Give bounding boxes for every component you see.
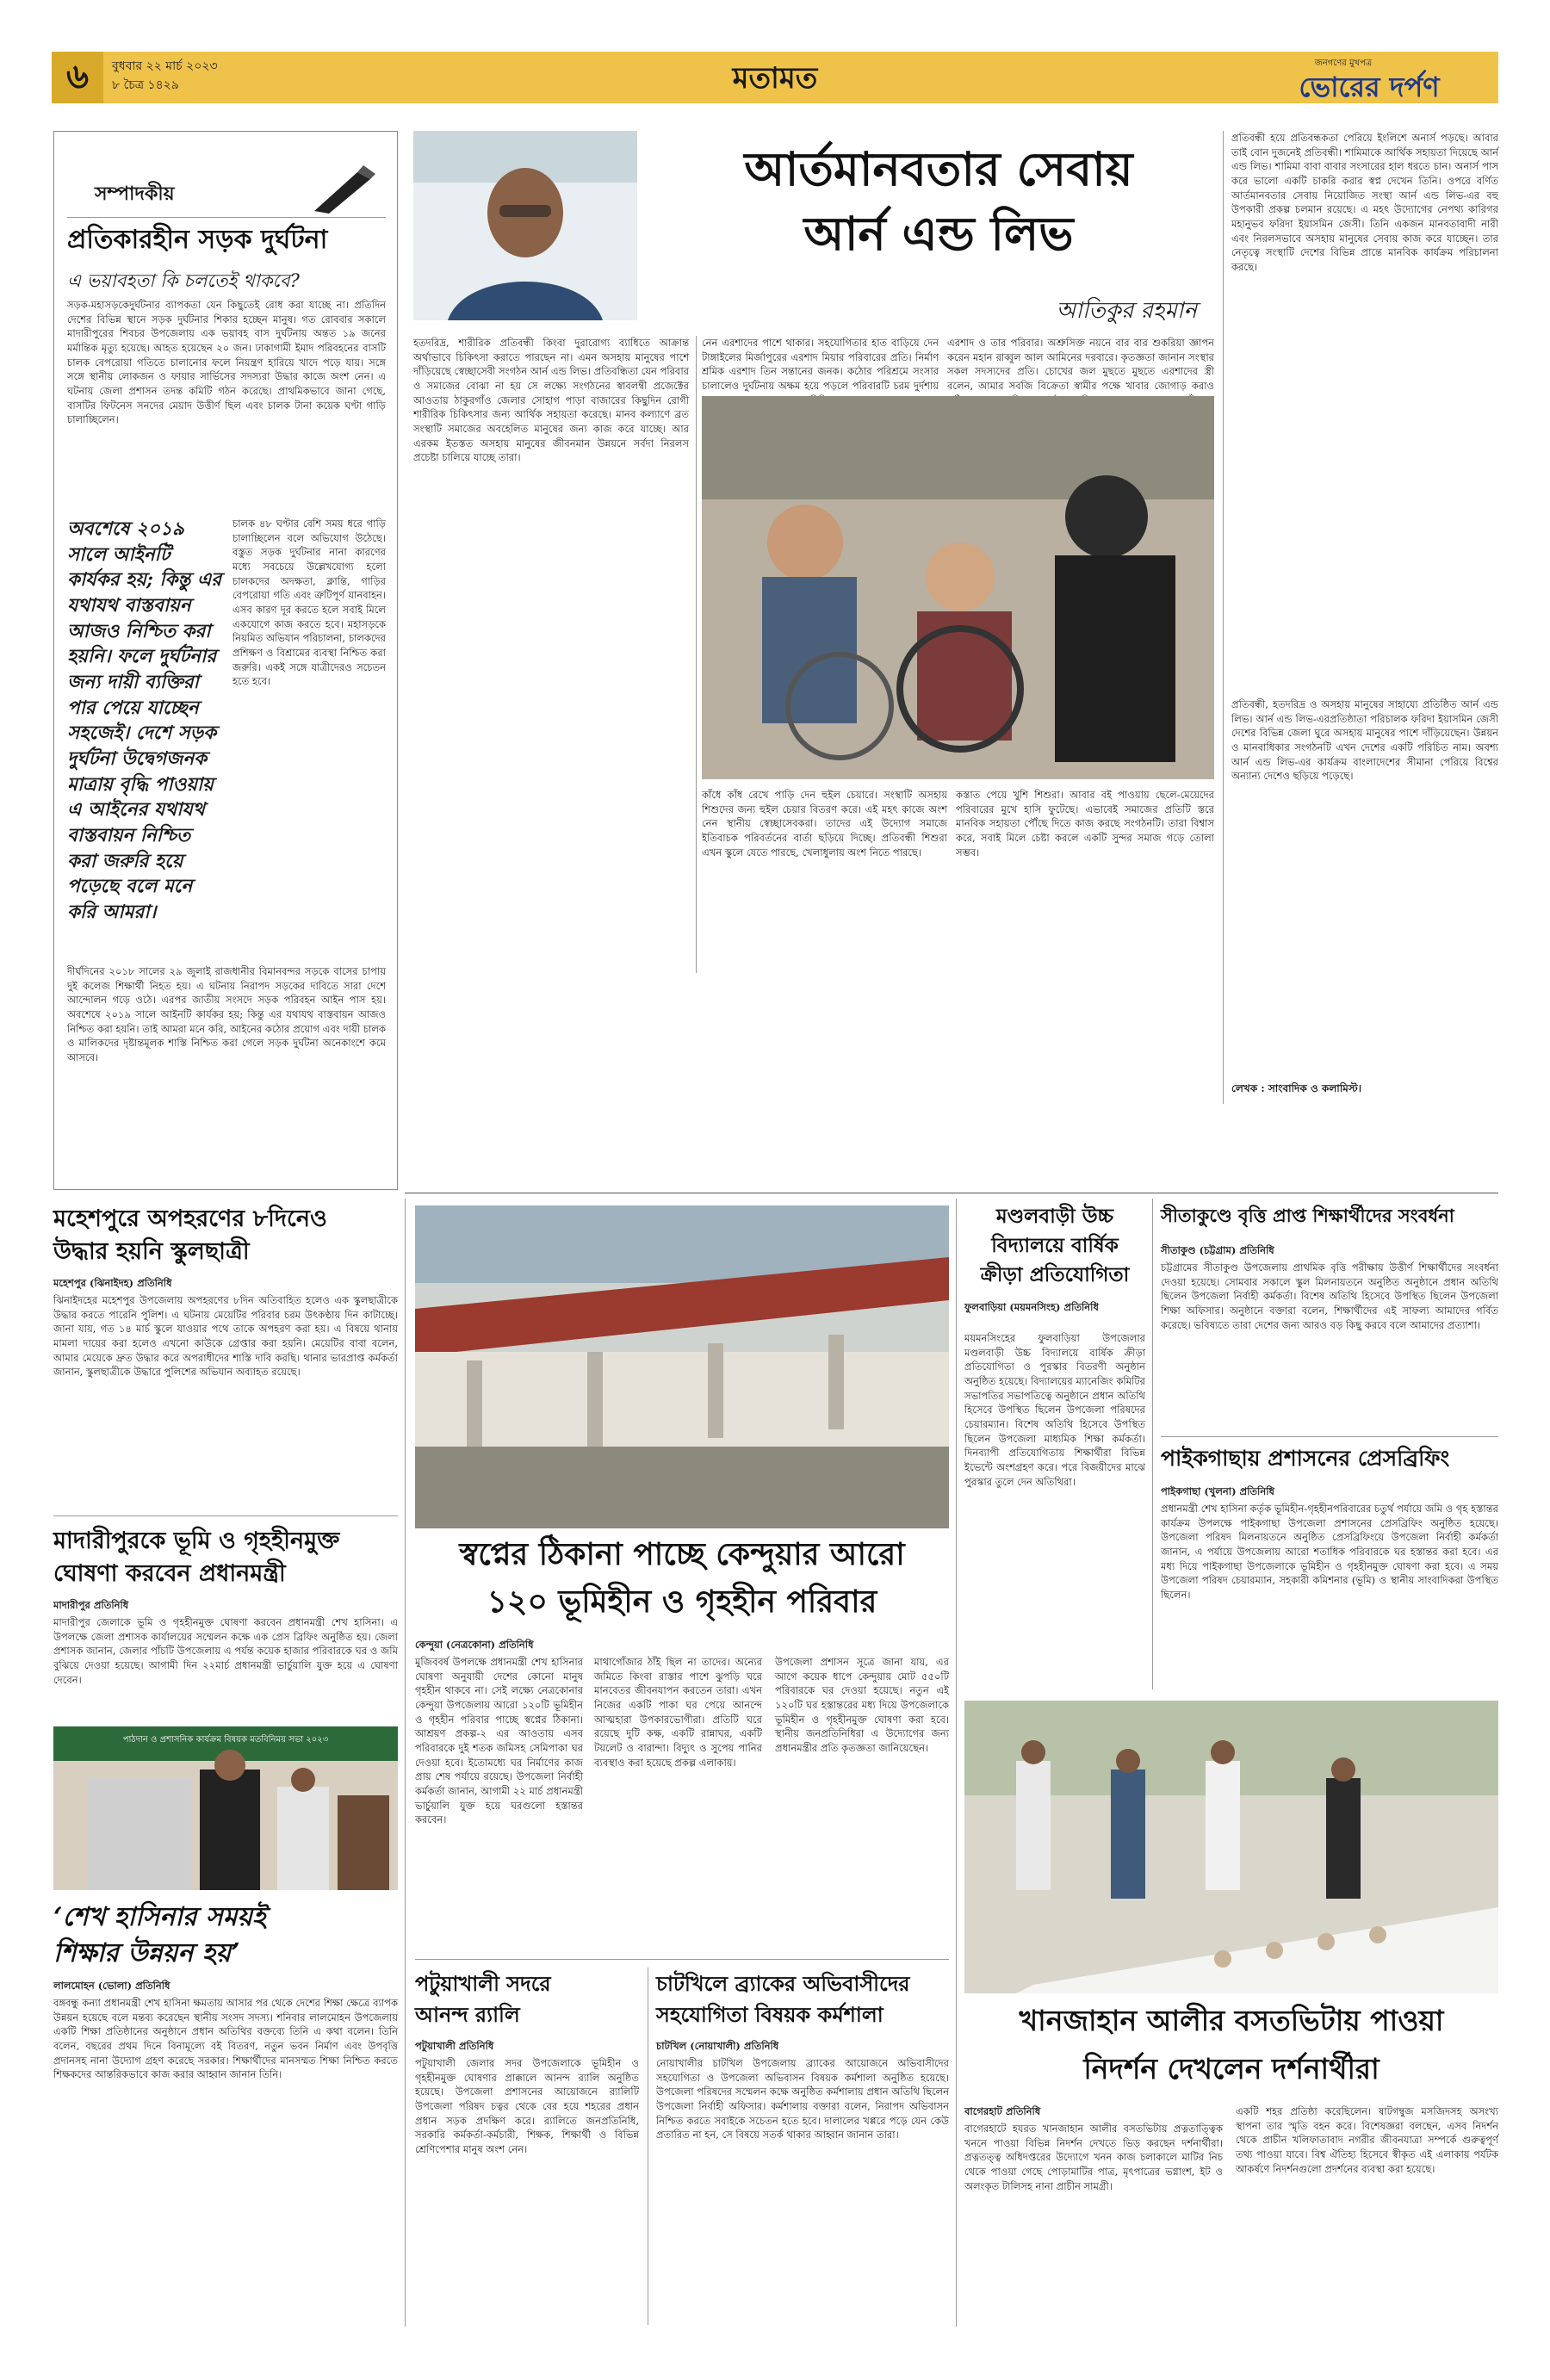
kidnap-headline-2: উদ্ধার হয়নি স্কুলছাত্রী [53,1238,250,1265]
feature-column-5: কস্তাত পেয়ে খুশি শিশুরা। আবার বই পাওয়ায় ছেলে-মেয়েদের পরিবারের মুখে হাসি ফুটেছে। এভাবেই সমাজের প্রতিটি স্তরে মানবিক সহায়তা পৌঁছে দিতে কাজ করছে সংগঠনটি। তারা বিশ্বাস করে, সবাই মিলে চেষ্টা করলে একটি সুন্দর সমাজ গড়ে তোলা সম্ভব। [956,789,1214,858]
madaripur-body: মাদারীপুর জেলাকে ভূমি ও গৃহহীনমুক্ত ঘোষণা করবেন প্রধানমন্ত্রী শেখ হাসিনা। এ উপলক্ষে জেলা প্রশাসক কার্যালয়ের সম্মেলন কক্ষে এক প্রেস ব্রিফিং অনুষ্ঠিত হয়। জেলা প্রশাসক জানান, জেলার পাঁচটি উপজেলায় এ পর্যন্ত কয়েক হাজার পরিবারকে ঘর ও জমি বুঝিয়ে দেওয়া হয়েছে। আগামী দিন ২২মার্চ প্রধানমন্ত্রী ভার্চুয়ালি যুক্ত হয়ে এ ঘোষণা দেবেন। [53,1616,398,1686]
sports-byline: ফুলবাড়িয়া (ময়মনসিংহ) প্রতিনিধি [964,1301,1099,1313]
left-column-divider [405,1199,406,2327]
logo-tagline: জনগণের মুখপত্র [1314,59,1373,68]
khanjahan-headline-1: খানজাহান আলীর বসতভিটায় পাওয়া [1019,2004,1444,2037]
date-gregorian: বুধবার ২২ মার্চ ২০২৩ [112,59,218,73]
madaripur-byline: মাদারীপুর প্রতিনিধি [53,1599,129,1611]
workshop-headline-2: সহযোগিতা বিষয়ক কর্মশালা [656,2002,884,2027]
sports-body: ময়মনসিংহের ফুলবাড়িয়া উপজেলার মণ্ডলবাড়ী উচ্চ বিদ্যালয়ে বার্ষিক ক্রীড়া প্রতিযোগিতা ও পুরস্কার বিতরণী অনুষ্ঠান অনুষ্ঠিত হয়েছে। বিদ্যালয়ের ম্যানেজিং কমিটির সভাপতির সভাপতিত্বে অনুষ্ঠানে প্রধান অতিথি হিসেবে উপস্থিত ছিলেন উপজেলা পরিষদের চেয়ারম্যান। বিশেষ অতিথি হিসেবে উপস্থিত ছিলেন উপজেলা মাধ্যমিক শিক্ষা কর্মকর্তা। দিনব্যাপী প্রতিযোগিতায় শিক্ষার্থীরা বিভিন্ন ইভেন্টে অংশগ্রহণ করে। পরে বিজয়ীদের মাঝে পুরস্কার তুলে দেন অতিথিরা। [964,1332,1145,1488]
khanjahan-body-1: বাগেরহাটে হযরত খানজাহান আলীর বসতভিটায় প্রত্নতাত্ত্বিক খননে পাওয়া বিভিন্ন নিদর্শন দেখতে ভিড় করছেন দর্শনার্থীরা। প্রত্নতত্ত্ব অধিদপ্তরের উদ্যোগে খনন কাজ চলাকালে মাটির নিচ থেকে পাওয়া গেছে পোড়ামাটির পাত্র, মৃৎপাত্রের ভগ্নাংশ, ইট ও অলংকৃত টালিসহ নানা প্রাচীন সামগ্রী। [964,2123,1223,2192]
paikgachha-headline: পাইকগাছায় প্রশাসনের প্রেসব্রিফিং [1161,1446,1450,1471]
feature-column-2: নেন এরশাদের পাশে থাকার। সহযোগিতার হাত বাড়িয়ে দেন টাঙ্গাইলের মির্জাপুরের এরশাদ মিয়ার পরিবারের প্রতি। নির্মাণ শ্রমিক এরশাদ তিন সন্তানের জনক। কঠোর পরিশ্রমে সংসার চালালেও দুর্ঘটনায় অক্ষম হয়ে পড়লে পরিবারটি চরম দুর্দশায় [702,337,939,393]
section-title: মতামত [732,61,818,96]
exhibit-photo [964,1701,1498,1993]
editorial-pullquote: অবশেষে ২০১৯ সালে আইনটি কার্যকর হয়; কিন্তু এর যথাযথ বাস্তবায়ন আজও নিশ্চিত করা হয়নি। ফলে দুর্ঘটনার জন্য দায়ী ব্যক্তিরা পার পেয়ে যাচ্ছেন সহজেই। দেশে সড়ক দুর্ঘটনা উদ্বেগজনক মাত্রায় বৃদ্ধি পাওয়ায় এ আইনের যথাযথ বাস্তবায়ন নিশ্চিত করা জরুরি হয়ে পড়েছে বলে মনে করি আমরা। [67,518,222,923]
sports-divider [1152,1199,1153,1689]
pen-icon [310,164,379,215]
page-number-box [52,52,103,103]
madaripur-headline-1: মাদারীপুরকে ভূমি ও গৃহহীনমুক্ত [53,1528,340,1554]
workshop-headline-1: চাটখিলে ব্র্যাকের অভিবাসীদের [656,1971,910,1996]
kidnap-headline-1: মহেশপুরে অপহরণের ৮দিনেও [53,1205,327,1232]
feature-column-4: কাঁধে কাঁধ রেখে পাড়ি দেন হুইল চেয়ারে। সংস্থাটি অসহায় শিশুদের জন্য হুইল চেয়ার বিতরণ করে। এই মহৎ কাজে অংশ নেন স্থানীয় স্বেচ্ছাসেবকরা। তাদের এই উদ্যোগ সমাজে ইতিবাচক পরিবর্তনের বার্তা ছড়িয়ে দিচ্ছে। প্রতিবন্ধী শিশুরা এখন স্কুলে যেতে পারছে, খেলাধুলায় অংশ নিতে পারছে। [702,789,947,858]
feature-author: আতিকুর রহমান [1056,298,1197,324]
homes-byline: কেন্দুয়া (নেত্রকোনা) প্রতিনিধি [415,1639,534,1651]
homes-headline-2: ১২০ ভূমিহীন ও গৃহহীন পরিবার [487,1584,877,1620]
homes-body-2: মাথাগোঁজার ঠাঁই ছিল না তাদের। অন্যের জমিতে কিংবা রাস্তার পাশে ঝুপড়ি ঘরে মানবেতর জীবনযাপন করতেন তারা। এখন নিজের একটি পাকা ঘর পেয়ে আনন্দে আত্মহারা উপকারভোগীরা। প্রতিটি ঘরে রয়েছে দুটি কক্ষ, একটি রান্নাঘর, একটি টয়লেট ও বারান্দা। বিদ্যুৎ ও সুপেয় পানির ব্যবস্থাও করা হয়েছে প্রকল্প এলাকায়। [594,1656,762,1769]
paikgachha-byline: পাইকগাছা (খুলনা) প্রতিনিধি [1161,1485,1274,1497]
education-byline: লালমোহন (ভোলা) প্রতিনিধি [53,1980,170,1992]
feature-right-column: প্রতিবন্ধী হয়ে প্রতিবন্ধকতা পেরিয়ে ইংলিশে অনার্স পড়ছে। আবার তাই বোন দুজনেই প্রতিবন্ধী। শামিমাকে আর্থিক সহায়তা দিয়েছে আর্ন এন্ড লিভ। শামিমা বাবা বাবার সংসারের হাল ধরতে চান। অনার্স পাস করে ভালো একটি চাকরি করার স্বপ্ন দেখেন তিনি। ওপরে বর্ণিত আর্তমানবতার সেবায় নিয়োজিত সংস্থা আর্ন এন্ড লিভ-এর বহু উপকারী প্রকল্প চলমান রয়েছে। এ মহৎ উদ্যোগের নেপথ্য কারিগর মহানুভব ফরিদা ইয়াসমিন জেসী। তিনি একজন মানবতাবাদী নারী এবং নিরলসভাবে অসহায় মানুষের সেবায় কাজ করে যাচ্ছেন। তার নেতৃত্বে সংস্থাটি দেশের বিভিন্ন প্রান্তে মানবিক কার্যক্রম পরিচালনা করছে। [1231,132,1498,274]
sports-headline-1: মণ্ডলবাড়ী উচ্চ [995,1205,1114,1228]
rally-byline: পটুয়াখালী প্রতিনিধি [415,2040,494,2052]
rally-headline-1: পটুয়াখালী সদরে [415,1971,551,1996]
editorial-rule [67,217,386,218]
stipend-byline: সীতাকুণ্ড (চট্টগ্রাম) প্রতিনিধি [1161,1244,1274,1256]
center-right-divider [956,1199,957,2327]
feature-divider-1 [696,336,697,973]
rally-headline-2: আনন্দ র‌্যালি [415,2002,520,2027]
feature-headline-1: আর্তমানবতার সেবায় [744,141,1133,196]
homes-photo [415,1205,949,1528]
editorial-subhead: এ ভয়াবহতা কি চলতেই থাকবে? [67,270,300,291]
editorial-label: সম্পাদকীয় [95,183,175,205]
feature-column-1: হতদরিদ্র, শারীরিক প্রতিবন্ধী কিংবা দুরারোগ্য ব্যাধিতে আক্রান্ত অর্থাভাবে চিকিৎসা করাতে পারছেন না। এমন অসহায় মানুষের পাশে দাঁড়িয়েছে স্বেচ্ছাসেবী সংগঠন আর্ন এন্ড লিভ। প্রতিবন্ধিতা যেন পরিবার ও সমাজের বোঝা না হয় সে লক্ষ্যে সংগঠনের স্বাবলম্বী প্রজেক্টের আওতায় ঠাকুরগাঁও জেলার সোহাগ পাড়া বাজারের কিছুদিন রোগী শারীরিক চিকিৎসার জন্য আর্থিক সহায়তা করেছে। মানব কল্যাণে ব্রত সংস্থাটি সমাজের অবহেলিত মানুষের জন্য কাজ করে যাচ্ছে। আর এরকম ইতস্তত অসহায় মানুষের জীবনমান উন্নয়নে সর্বদা নিরলস প্রচেষ্টা চালিয়ে যাচ্ছে তারা। [413,337,689,464]
workshop-byline: চাটখিল (নোয়াখালী) প্রতিনিধি [656,2040,779,2052]
homes-headline-1: স্বপ্নের ঠিকানা পাচ্ছে কেন্দুয়ার আরো [459,1536,905,1572]
khanjahan-body-2: একটি শহর প্রতিষ্ঠা করেছিলেন। ষাটগম্বুজ মসজিদসহ অসংখ্য স্থাপনা তার স্মৃতি বহন করে। বিশেষজ্ঞরা বলছেন, এসব নিদর্শন থেকে প্রাচীন খলিফাতাবাদ নগরীর জীবনযাত্রা সম্পর্কে গুরুত্বপূর্ণ তথ্য পাওয়া যাবে। বিশ্ব ঐতিহ্য হিসেবে স্বীকৃত এই এলাকায় পর্যটক আকর্ষণে নিদর্শনগুলো প্রদর্শনের ব্যবস্থা করা হয়েছে। [1236,2105,1498,2175]
homes-body-3: উপজেলা প্রশাসন সূত্রে জানা যায়, এর আগে কয়েক ধাপে কেন্দুয়ায় মোট ৫৫০টি পরিবারকে ঘর দেওয়া হয়েছে। নতুন এই ১২০টি ঘর হস্তান্তরের মধ্য দিয়ে উপজেলাকে ভূমিহীন ও গৃহহীনমুক্ত ঘোষণা করা হবে। স্থানীয় জনপ্রতিনিধিরা এ উদ্যোগের জন্য প্রধানমন্ত্রীর প্রতি কৃতজ্ঞতা জানিয়েছেন। [775,1656,949,1755]
page-number: ৬ [65,56,89,96]
center-rule [415,1959,949,1960]
meeting-photo [53,1726,398,1890]
logo: ভোরের দর্পণ [1299,71,1440,103]
feature-headline-2: আর্ন এন্ড লিভ [803,206,1074,261]
education-headline-1: ‘শেখ হাসিনার সময়ই [53,1902,266,1932]
feature-right-column-2: প্রতিবন্ধী, হতদরিদ্র ও অসহায় মানুষের সাহায্যে প্রতিষ্ঠিত আর্ন এন্ড লিভ। আর্ন এন্ড লিভ-এরপ্রতিষ্ঠাতা পরিচালক ফরিদা ইয়াসমিন জেসী দেশের বিভিন্ন জেলা ঘুরে অসহায় মানুষের পাশে দাঁড়িয়েছেন। উন্নয়ন ও মানবাধিকার সংগঠনটি এখন দেশের একটি পরিচিত নাম। অবশ্য আর্ন এন্ড লিভ-এর কার্যক্রম বাংলাদেশের সীমানা পেরিয়ে বিশ্বের অন্যান্য দেশেও ছড়িয়ে পড়েছে। [1231,698,1498,783]
madaripur-headline-2: ঘোষণা করবেন প্রধানমন্ত্রী [53,1560,286,1587]
children-photo [702,396,1214,779]
feature-divider-right [1223,131,1224,1104]
feature-signature: লেখক : সাংবাদিক ও কলামিস্ট। [1231,1082,1362,1094]
khanjahan-byline: বাগেরহাট প্রতিনিধি [964,2105,1041,2117]
date-bengali: ৮ চৈত্র ১৪২৯ [112,78,179,92]
sports-headline-2: বিদ্যালয়ে বার্ষিক [991,1234,1119,1257]
author-photo [413,131,637,320]
editorial-intro: সড়ক-মহাসড়কেদুর্ঘটনার ব্যাপকতা যেন কিছুতেই রোধ করা যাচ্ছে না। প্রতিদিন দেশের বিভিন্ন স্থানে সড়ক দুর্ঘটনার শিকার হচ্ছেন মানুষ। গত রোববার সকালে মাদারীপুরের শিবচর উপজেলায় এক ভয়াবহ বাস দুর্ঘটনায় অন্তত ১৯ জনের মর্মান্তিক মৃত্যু হয়েছে। আহত হয়েছেন ২০ জন। ঢাকাগামী ইমাদ পরিবহনের বাসটি চালক বেপরোয়া গতিতে চালানোর ফলে নিয়ন্ত্রণ হারিয়ে খাদে পড়ে যায়। সঙ্গে সঙ্গে স্থানীয় লোকজন ও ফায়ার সার্ভিসের সদস্যরা উদ্ধার কাজে অংশ নেন। এ ঘটনায় জেলা প্রশাসন তদন্ত কমিটি গঠন করেছে। প্রাথমিকভাবে জানা গেছে, বাসটির ফিটনেস সনদের মেয়াদ উত্তীর্ণ ছিল এবং চালক টানা কয়েক ঘণ্টা গাড়ি চালাচ্ছিলেন। [67,299,386,426]
khanjahan-headline-2: নিদর্শন দেখলেন দর্শনার্থীরা [1083,2052,1380,2086]
stipend-headline: সীতাকুণ্ডে বৃত্তি প্রাপ্ত শিক্ষার্থীদের সংবর্ধনা [1161,1205,1454,1226]
stipend-rule [1161,1436,1498,1437]
paikgachha-body: প্রধানমন্ত্রী শেখ হাসিনা কর্তৃক ভূমিহীন-গৃহহীনপরিবারের চতুর্থ পর্যায়ে জমি ও গৃহ হস্তান্তর কার্যক্রম উপলক্ষে পাইকগাছা উপজেলা প্রশাসনের প্রেসব্রিফিং অনুষ্ঠিত হয়েছে। উপজেলা পরিষদ মিলনায়তনে অনুষ্ঠিত প্রেসব্রিফিংয়ে উপজেলা নির্বাহী কর্মকর্তা জানান, এ পর্যায়ে উপজেলায় আরো শতাধিক পরিবারকে ঘর হস্তান্তর করা হবে। এর মধ্য দিয়ে পাইকগাছা উপজেলাকে ভূমিহীন ও গৃহহীনমুক্ত ঘোষণা করা হবে। এ সময় উপজেলা পরিষদ চেয়ারম্যান, সহকারী কমিশনার (ভূমি) ও স্থানীয় সাংবাদিকরা উপস্থিত ছিলেন। [1161,1503,1498,1602]
date-block [112,57,336,100]
homes-body-1: মুজিববর্ষ উপলক্ষে প্রধানমন্ত্রী শেখ হাসিনার ঘোষণা অনুযায়ী দেশের কোনো মানুষ গৃহহীন থাকবে না। সেই লক্ষ্যে নেত্রকোনার কেন্দুয়া উপজেলায় আরো ১২০টি ভূমিহীন ও গৃহহীন পরিবার পাচ্ছে স্বপ্নের ঠিকানা। আশ্রয়ণ প্রকল্প-২ এর আওতায় এসব পরিবারকে দুই শতক জমিসহ সেমিপাকা ঘর দেওয়া হবে। ইতোমধ্যে ঘর নির্মাণের কাজ প্রায় শেষ পর্যায়ে রয়েছে। উপজেলা নির্বাহী কর্মকর্তা জানান, আগামী ২২ মার্চ প্রধানমন্ত্রী ভার্চুয়ালি যুক্ত হয়ে ঘরগুলো হস্তান্তর করবেন। [415,1656,583,1826]
meeting-banner: পাঠদান ও প্রশাসনিক কার্যক্রম বিষয়ক মতবিনিময় সভা ২০২৩ [122,1735,329,1745]
feature-column-3: এরশাদ ও তার পরিবার। অশ্রুসিক্ত নয়নে বার বার শুকরিয়া জ্ঞাপন করেন মহান রাব্বুল আল আমিনের দরবারে। কৃতজ্ঞতা জানান সংস্থার সকল সদস্যদের প্রতি। চোখের জল মুছতে মুছতে এরশাদের স্ত্রী বলেন, আমার সবজি বিক্রেতা স্বামীর পক্ষে খাবার জোগাড় করাও [947,337,1214,393]
kidnap-body: ঝিনাইদহের মহেশপুর উপজেলায় অপহরণের ৮দিন অতিবাহিত হলেও এক স্কুলছাত্রীকে উদ্ধার করতে পারেনি পুলিশ। এ ঘটনায় মেয়েটির পরিবার চরম উৎকণ্ঠায় দিন কাটাচ্ছে। জানা যায়, গত ১৪ মার্চ স্কুলে যাওয়ার পথে তাকে অপহরণ করা হয়। এ বিষয়ে থানায় মামলা দায়ের করা হলেও এখনো কাউকে গ্রেপ্তার করা হয়নি। মেয়েটির বাবা বলেন, আমার মেয়েকে দ্রুত উদ্ধার করে অপরাধীদের শাস্তি দাবি করছি। থানার ভারপ্রাপ্ত কর্মকর্তা জানান, স্কুলছাত্রীকে উদ্ধারে পুলিশের অভিযান অব্যাহত রয়েছে। [53,1294,398,1379]
editorial-closing: দীর্ঘদিনের ২০১৮ সালের ২৯ জুলাই রাজধানীর বিমানবন্দর সড়কে বাসের চাপায় দুই কলেজ শিক্ষার্থী নিহত হয়। এ ঘটনায় নিরাপদ সড়কের দাবিতে সারা দেশে আন্দোলন গড়ে ওঠে। এরপর জাতীয় সংসদে সড়ক পরিবহন আইন পাস হয়। অবশেষে ২০১৯ সালে আইনটি কার্যকর হয়; কিন্তু এর যথাযথ বাস্তবায়ন আজও নিশ্চিত করা হয়নি। তাই আমরা মনে করি, আইনের কঠোর প্রয়োগ এবং দায়ী চালক ও মালিকদের দৃষ্টান্তমূলক শাস্তি নিশ্চিত করা গেলে সড়ক দুর্ঘটনা অনেকাংশে কমে আসবে। [67,965,386,1064]
editorial-side-column: চালক ৪৮ ঘণ্টার বেশি সময় ধরে গাড়ি চালাচ্ছিলেন বলে অভিযোগ উঠেছে। বস্তুত সড়ক দুর্ঘটনার নানা কারণের মধ্যে সবচেয়ে উল্লেখযোগ্য হলো চালকদের অদক্ষতা, ক্লান্তি, গাড়ির বেপরোয়া গতি এবং ত্রুটিপূর্ণ যানবাহন। এসব কারণ দূর করতে হলে সবাই মিলে একযোগে কাজ করতে হবে। মহাসড়কে নিয়মিত অভিযান পরিচালনা, চালকদের প্রশিক্ষণ ও বিশ্রামের ব্যবস্থা নিশ্চিত করা জরুরি। একই সঙ্গে যাত্রীদেরও সচেতন হতে হবে। [232,518,386,688]
stipend-body: চট্টগ্রামের সীতাকুণ্ড উপজেলায় প্রাথমিক বৃত্তি পরীক্ষায় উত্তীর্ণ শিক্ষার্থীদের সংবর্ধনা দেওয়া হয়েছে। সোমবার সকালে স্কুল মিলনায়তনে অনুষ্ঠিত অনুষ্ঠানে প্রধান অতিথি ছিলেন উপজেলা নির্বাহী কর্মকর্তা। বিশেষ অতিথি হিসেবে উপস্থিত ছিলেন উপজেলা শিক্ষা অফিসার। অনুষ্ঠানে বক্তারা বলেন, শিক্ষার্থীদের এই সাফল্য আমাদের গর্বিত করেছে। ভবিষ্যতে তারা দেশের জন্য আরও বড় কিছু করবে বলে আমাদের প্রত্যাশা। [1161,1261,1498,1331]
sports-headline-3: ক্রীড়া প্রতিযোগিতা [980,1263,1130,1286]
rally-body: পটুয়াখালী জেলার সদর উপজেলাকে ভূমিহীন ও গৃহহীনমুক্ত ঘোষণার প্রাক্কালে আনন্দ র‌্যালি অনুষ্ঠিত হয়েছে। উপজেলা প্রশাসনের আয়োজনে র‌্যালিটি উপজেলা পরিষদ চত্বর থেকে বের হয়ে শহরের প্রধান প্রধান সড়ক প্রদক্ষিণ করে। র‌্যালিতে জনপ্রতিনিধি, সরকারি কর্মকর্তা-কর্মচারী, শিক্ষক, শিক্ষার্থী ও বিভিন্ন শ্রেণিপেশার মানুষ অংশ নেন। [415,2057,639,2156]
education-body: বঙ্গবন্ধু কন্যা প্রধানমন্ত্রী শেখ হাসিনা ক্ষমতায় আসার পর থেকে দেশের শিক্ষা ক্ষেত্রে ব্যাপক উন্নয়ন হয়েছে বলে মন্তব্য করেছেন স্থানীয় সংসদ সদস্য। শনিবার লালমোহন উপজেলায় একটি শিক্ষা প্রতিষ্ঠানের অনুষ্ঠানে প্রধান অতিথির বক্তব্যে তিনি এ কথা বলেন। তিনি বলেন, বছরের প্রথম দিনে বিনামূল্যে বই বিতরণ, নতুন ভবন নির্মাণ এবং উপবৃত্তি প্রদানসহ নানা উদ্যোগ গ্রহণ করেছে সরকার। শিক্ষার্থীদের মানসম্মত শিক্ষা নিশ্চিত করতে শিক্ষকদের আন্তরিকভাবে কাজ করার আহ্বান জানান তিনি। [53,1997,398,2081]
left-rule-1 [53,1515,398,1516]
editorial-headline: প্রতিকারহীন সড়ক দুর্ঘটনা [67,225,328,255]
kidnap-byline: মহেশপুর (ঝিনাইদহ) প্রতিনিধি [53,1277,172,1289]
workshop-body: নোয়াখালীর চাটখিল উপজেলায় ব্র্যাকের আয়োজনে অভিবাসীদের সহযোগিতা ও উপজেলা অভিবাসন বিষয়ক কর্মশালা অনুষ্ঠিত হয়েছে। উপজেলা পরিষদের সম্মেলন কক্ষে অনুষ্ঠিত কর্মশালায় প্রধান অতিথি ছিলেন উপজেলা নির্বাহী অফিসার। কর্মশালায় বক্তারা বলেন, নিরাপদ অভিবাসন নিশ্চিত করতে সবাইকে সচেতন হতে হবে। দালালের খপ্পরে পড়ে যেন কেউ প্রতারিত না হন, সে বিষয়ে সতর্ক থাকার আহ্বান জানান তারা। [656,2057,949,2141]
education-headline-2: শিক্ষার উন্নয়ন হয়’ [53,1938,240,1968]
